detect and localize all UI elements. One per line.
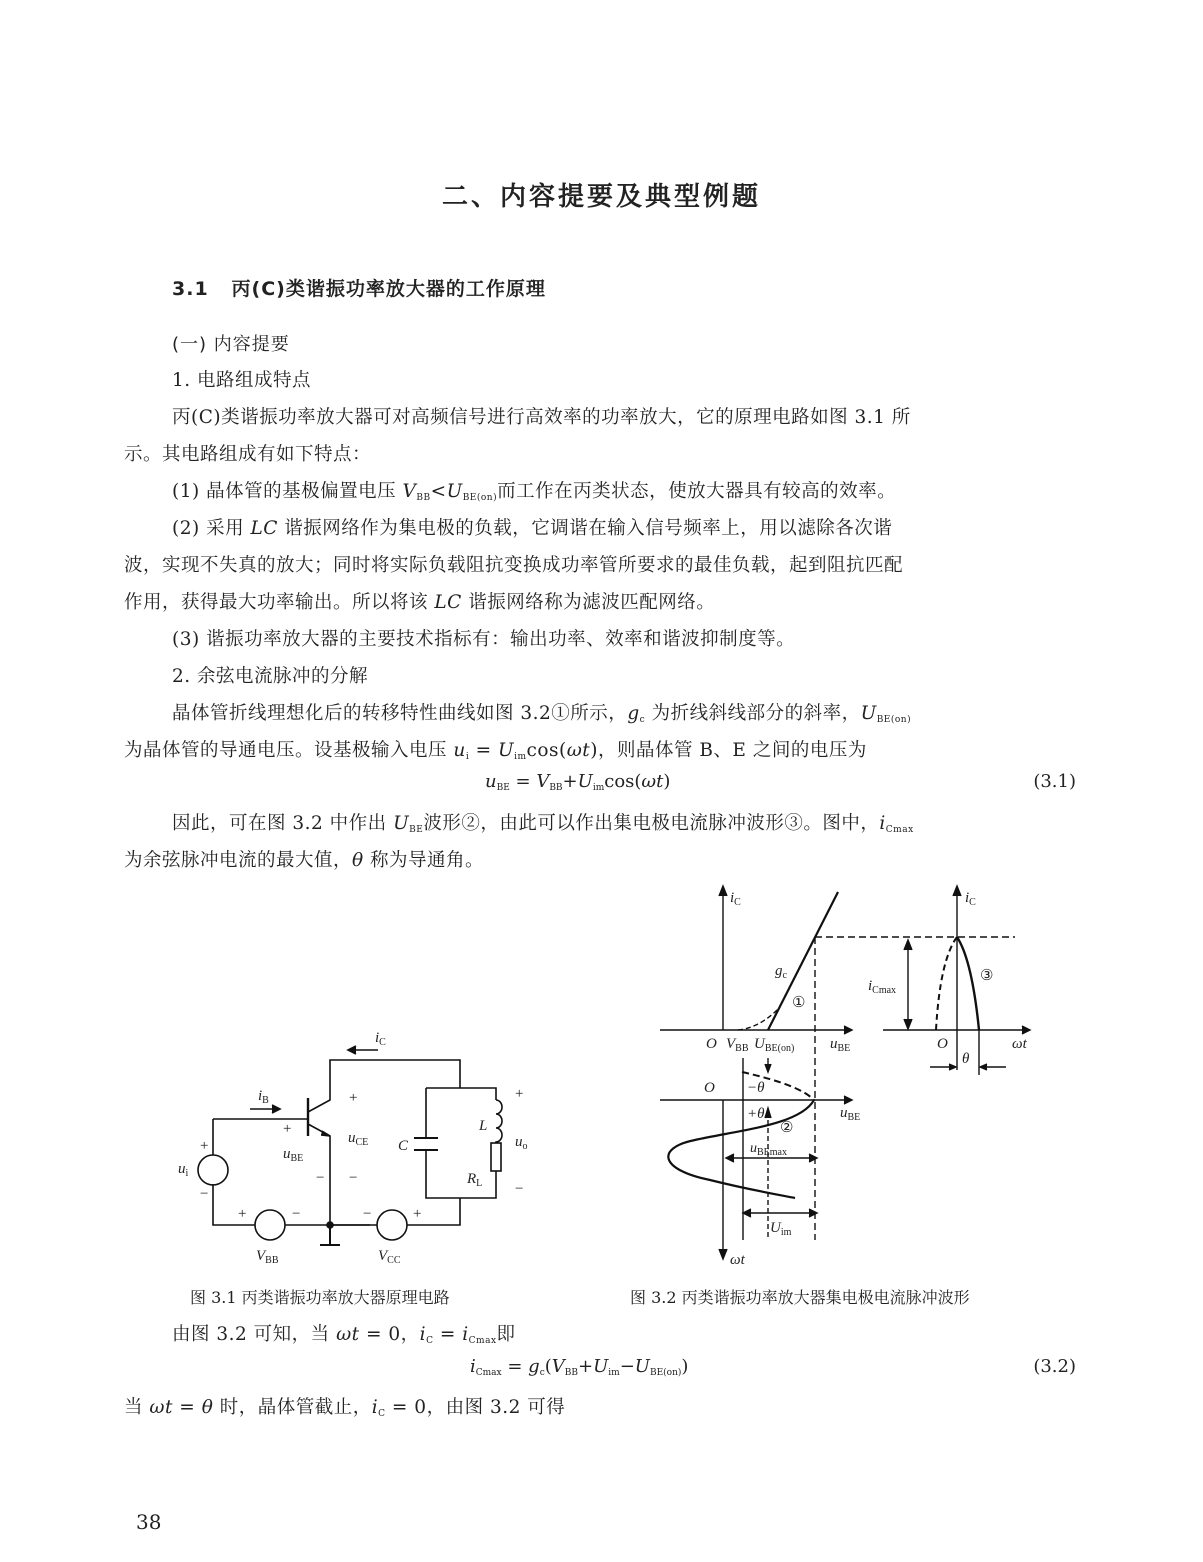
label-rl: $R_L$ xyxy=(467,1171,483,1189)
label-wt-lower: ωt xyxy=(730,1252,745,1268)
label-plus: + xyxy=(200,1138,209,1154)
label-uce: $u_{CE}$ xyxy=(348,1130,369,1148)
label-minus: − xyxy=(292,1206,301,1222)
item2-heading: 2. 余弦电流脉冲的分解 xyxy=(172,666,369,687)
equation-number-3-1: (3.1) xyxy=(1033,771,1076,792)
label-plus: + xyxy=(413,1206,422,1222)
label-ube: $u_{BE}$ xyxy=(283,1146,304,1164)
label-plus: + xyxy=(349,1090,358,1106)
inductor-symbol xyxy=(496,1100,502,1143)
label-theta: θ xyxy=(962,1051,970,1067)
paragraph-8: 当 ωt = θ 时，晶体管截止，$i_C = 0$，由图 3.2 可得 xyxy=(124,1397,566,1419)
label-ube: $u_{BE}$ xyxy=(830,1036,851,1054)
label-uo: $u_o$ xyxy=(515,1134,528,1152)
source-vcc-symbol xyxy=(377,1210,407,1240)
paragraph-1: 丙(C)类谐振功率放大器可对高频信号进行高效率的功率放大，它的原理电路如图 3.1 所 xyxy=(172,407,911,428)
paragraph-3-line3: 作用，获得最大功率输出。所以将该 LC 谐振网络称为滤波匹配网络。 xyxy=(124,592,716,613)
label-ic-right: $i_C$ xyxy=(965,890,976,908)
equation-3-1: $u_{BE} = V_{BB}+U_{im}\cos(\omega t)$ xyxy=(485,771,671,793)
figure-3-2-caption: 图 3.2 丙类谐振功率放大器集电极电流脉冲波形 xyxy=(630,1288,970,1307)
label-plus: + xyxy=(515,1086,524,1102)
label-plus: + xyxy=(238,1206,247,1222)
ube-waveform xyxy=(668,1100,814,1198)
resistor-symbol xyxy=(491,1143,501,1171)
item1-heading: 1. 电路组成特点 xyxy=(172,370,312,391)
label-minus: − xyxy=(349,1170,358,1186)
paragraph-2: (1) 晶体管的基极偏置电压 $V_{BB}<U_{BE(on)}$而工作在丙类状态，使放大器具有较高的效率。 xyxy=(172,481,897,503)
label-minus: − xyxy=(363,1206,372,1222)
label-c: C xyxy=(398,1138,409,1154)
paragraph-7: 由图 3.2 可知，当 ωt = 0，$i_C = i_{Cmax}$即 xyxy=(172,1324,516,1346)
label-vcc: $V_{CC}$ xyxy=(378,1248,401,1266)
label-ui: $u_i$ xyxy=(178,1161,189,1179)
label-minus: − xyxy=(316,1170,325,1186)
label-minus: − xyxy=(515,1181,524,1197)
source-ui-symbol xyxy=(198,1155,228,1185)
label-origin: O xyxy=(706,1036,717,1052)
label-ubemax: $u_{BEmax}$ xyxy=(750,1141,787,1158)
current-pulse xyxy=(957,937,979,1030)
label-plus: + xyxy=(283,1121,292,1137)
paragraph-5: 晶体管折线理想化后的转移特性曲线如图 3.2①所示，$g_c$ 为折线斜线部分的斜率，$U_{BE(on)}$ xyxy=(172,703,912,725)
label-uim: $U_{im}$ xyxy=(770,1220,792,1238)
label-origin-right: O xyxy=(937,1036,948,1052)
pulse-dashed xyxy=(936,937,957,1030)
label-origin-lower: O xyxy=(704,1080,715,1096)
label-ubeon: $U_{BE(on)}$ xyxy=(754,1036,795,1054)
wire xyxy=(330,1198,460,1225)
tank-wire xyxy=(426,1088,496,1198)
subsection-heading xyxy=(172,274,546,301)
figure-3-1-caption: 图 3.1 丙类谐振功率放大器原理电路 xyxy=(190,1288,450,1307)
label-l: L xyxy=(479,1118,488,1134)
figure-3-1-circuit xyxy=(170,1020,550,1270)
label-ib: $i_B$ xyxy=(258,1088,269,1106)
label-vbb: $V_{BB}$ xyxy=(256,1248,279,1266)
label-icmax: $i_{Cmax}$ xyxy=(868,978,897,996)
label-minus: − xyxy=(200,1186,209,1202)
section-title: 二、内容提要及典型例题 xyxy=(441,182,761,212)
ground-symbol xyxy=(320,1225,340,1245)
paragraph-3: (2) 采用 LC 谐振网络作为集电极的负载，它调谐在输入信号频率上，用以滤除各次谐 xyxy=(172,518,893,539)
collector-wire xyxy=(308,1060,460,1112)
label-ube-lower: $u_{BE}$ xyxy=(840,1105,861,1123)
label-circle-3: ③ xyxy=(980,968,994,984)
paragraph-6: 因此，可在图 3.2 中作出 $U_{BE}$波形②，由此可以作出集电极电流脉冲波形③。图中，$i_{Cmax}$ xyxy=(172,813,914,835)
label-vbb: $V_{BB}$ xyxy=(726,1036,749,1054)
equation-number-3-2: (3.2) xyxy=(1033,1356,1076,1377)
figure-3-2-waveform xyxy=(650,880,1050,1270)
subsection-title: 丙(C)类谐振功率放大器的工作原理 xyxy=(231,278,546,300)
paragraph-4: (3) 谐振功率放大器的主要技术指标有：输出功率、效率和谐波抑制度等。 xyxy=(172,629,796,650)
label-circle-2: ② xyxy=(780,1120,794,1136)
label-ic: $i_C$ xyxy=(730,890,741,908)
label-circle-1: ① xyxy=(792,995,806,1011)
paragraph-6-line2: 为余弦脉冲电流的最大值，θ 称为导通角。 xyxy=(124,850,485,871)
subsection-number: 3.1 xyxy=(172,278,209,300)
label-gc: $g_c$ xyxy=(775,963,787,981)
page-number: 38 xyxy=(136,1510,162,1534)
subsubsection-heading: (一) 内容提要 xyxy=(172,334,290,355)
emitter-arrow xyxy=(321,1131,330,1136)
label-wt-right: ωt xyxy=(1012,1036,1027,1052)
source-vbb-symbol xyxy=(255,1210,285,1240)
paragraph-5-line2: 为晶体管的导通电压。设基极输入电压 $u_i = U_{im}\cos(\omega t)$，则晶体管 B、E 之间的电压为 xyxy=(124,740,867,762)
label-plus-theta: +θ xyxy=(747,1106,765,1122)
label-minus-theta: −θ xyxy=(747,1080,765,1096)
paragraph-3-line2: 波，实现不失真的放大；同时将实际负载阻抗变换成功率管所要求的最佳负载，起到阻抗匹配 xyxy=(124,555,904,576)
paragraph-1-cont: 示。其电路组成有如下特点： xyxy=(124,444,372,465)
label-ic: $i_C$ xyxy=(375,1030,386,1048)
capacitor-symbol xyxy=(414,1138,438,1150)
equation-3-2: $i_{Cmax} = g_c(V_{BB}+U_{im}-U_{BE(on)})$ xyxy=(470,1356,689,1378)
